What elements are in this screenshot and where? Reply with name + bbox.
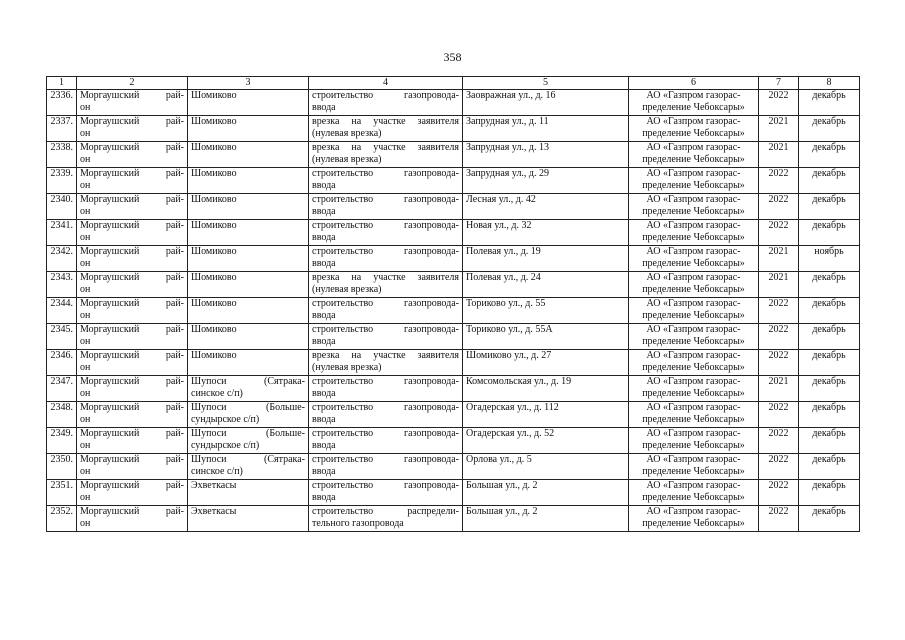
- work-line: ввода: [312, 206, 336, 217]
- locality-cell: [188, 402, 309, 428]
- district-cell: [77, 220, 188, 246]
- organization-line: АО «Газпром газорас-: [646, 272, 741, 283]
- locality-line: Шомиково: [191, 324, 237, 335]
- address-cell: Полевая ул., д. 19: [463, 246, 629, 272]
- organization-line: пределение Чебоксары»: [642, 518, 745, 529]
- table-row: [47, 402, 860, 428]
- district-line: он: [80, 154, 91, 165]
- locality-cell: [188, 194, 309, 220]
- work-line: ввода: [312, 310, 336, 321]
- table-row: [47, 350, 860, 376]
- row-number-cell: 2337.: [47, 116, 77, 142]
- organization-cell: [629, 480, 759, 506]
- month-cell: декабрь: [799, 324, 860, 350]
- address-cell: Большая ул., д. 2: [463, 506, 629, 532]
- year-cell: 2021: [759, 376, 799, 402]
- address-cell: Запрудная ул., д. 11: [463, 116, 629, 142]
- district-cell: [77, 506, 188, 532]
- district-cell: [77, 194, 188, 220]
- organization-line: АО «Газпром газорас-: [646, 220, 741, 231]
- row-number-cell: 2340.: [47, 194, 77, 220]
- month-cell: декабрь: [799, 376, 860, 402]
- locality-cell: [188, 90, 309, 116]
- locality-cell: [188, 168, 309, 194]
- organization-line: АО «Газпром газорас-: [646, 428, 741, 439]
- work-line: строительство газопровода-: [312, 220, 459, 231]
- row-number-cell: 2345.: [47, 324, 77, 350]
- district-line: он: [80, 102, 91, 113]
- district-line: он: [80, 414, 91, 425]
- table-row: [47, 272, 860, 298]
- work-line: ввода: [312, 232, 336, 243]
- table-row: [47, 376, 860, 402]
- organization-line: АО «Газпром газорас-: [646, 402, 741, 413]
- locality-cell: [188, 480, 309, 506]
- organization-cell: [629, 142, 759, 168]
- table-row: [47, 324, 860, 350]
- locality-line: Шомиково: [191, 194, 237, 205]
- work-type-cell: [309, 272, 463, 298]
- address-cell: Шомиково ул., д. 27: [463, 350, 629, 376]
- district-cell: [77, 246, 188, 272]
- organization-cell: [629, 376, 759, 402]
- table-row: [47, 194, 860, 220]
- row-number-cell: 2347.: [47, 376, 77, 402]
- organization-line: АО «Газпром газорас-: [646, 454, 741, 465]
- month-cell: декабрь: [799, 90, 860, 116]
- work-line: ввода: [312, 336, 336, 347]
- work-line: строительство газопровода-: [312, 454, 459, 465]
- organization-line: АО «Газпром газорас-: [646, 324, 741, 335]
- month-cell: декабрь: [799, 298, 860, 324]
- organization-line: АО «Газпром газорас-: [646, 506, 741, 517]
- district-line: он: [80, 180, 91, 191]
- address-cell: Ториково ул., д. 55: [463, 298, 629, 324]
- work-type-cell: [309, 324, 463, 350]
- district-cell: [77, 116, 188, 142]
- locality-line: Шомиково: [191, 272, 237, 283]
- address-cell: Комсомольская ул., д. 19: [463, 376, 629, 402]
- column-header: 7: [759, 77, 799, 90]
- organization-line: АО «Газпром газорас-: [646, 350, 741, 361]
- table-row: [47, 220, 860, 246]
- organization-line: пределение Чебоксары»: [642, 388, 745, 399]
- table-row: [47, 298, 860, 324]
- district-line: Моргаушский рай-: [80, 194, 184, 205]
- district-line: он: [80, 258, 91, 269]
- work-type-cell: [309, 376, 463, 402]
- locality-line: Шомиково: [191, 220, 237, 231]
- organization-line: пределение Чебоксары»: [642, 466, 745, 477]
- organization-line: пределение Чебоксары»: [642, 180, 745, 191]
- address-cell: Огадерская ул., д. 52: [463, 428, 629, 454]
- year-cell: 2022: [759, 402, 799, 428]
- work-line: (нулевая врезка): [312, 128, 382, 139]
- organization-line: пределение Чебоксары»: [642, 310, 745, 321]
- organization-cell: [629, 350, 759, 376]
- column-header: 3: [188, 77, 309, 90]
- year-cell: 2022: [759, 298, 799, 324]
- table-row: [47, 428, 860, 454]
- table-row: [47, 480, 860, 506]
- organization-cell: [629, 298, 759, 324]
- district-line: Моргаушский рай-: [80, 428, 184, 439]
- district-line: Моргаушский рай-: [80, 90, 184, 101]
- organization-line: пределение Чебоксары»: [642, 206, 745, 217]
- address-cell: Лесная ул., д. 42: [463, 194, 629, 220]
- organization-line: АО «Газпром газорас-: [646, 90, 741, 101]
- month-cell: декабрь: [799, 454, 860, 480]
- work-type-cell: [309, 194, 463, 220]
- work-line: врезка на участке заявителя: [312, 272, 459, 283]
- row-number-cell: 2341.: [47, 220, 77, 246]
- work-line: строительство распредели-: [312, 506, 459, 517]
- locality-line: Шупоси (Больше-: [191, 402, 305, 413]
- work-line: врезка на участке заявителя: [312, 350, 459, 361]
- year-cell: 2021: [759, 246, 799, 272]
- page-number: 358: [443, 50, 462, 64]
- year-cell: 2022: [759, 454, 799, 480]
- month-cell: декабрь: [799, 350, 860, 376]
- district-line: он: [80, 336, 91, 347]
- organization-cell: [629, 168, 759, 194]
- district-cell: [77, 272, 188, 298]
- organization-line: пределение Чебоксары»: [642, 440, 745, 451]
- district-line: он: [80, 492, 91, 503]
- district-line: Моргаушский рай-: [80, 480, 184, 491]
- work-line: врезка на участке заявителя: [312, 142, 459, 153]
- district-line: Моргаушский рай-: [80, 220, 184, 231]
- locality-cell: [188, 220, 309, 246]
- work-line: строительство газопровода-: [312, 402, 459, 413]
- work-line: строительство газопровода-: [312, 480, 459, 491]
- locality-line: Шомиково: [191, 298, 237, 309]
- month-cell: декабрь: [799, 480, 860, 506]
- work-line: ввода: [312, 466, 336, 477]
- district-line: он: [80, 388, 91, 399]
- locality-cell: [188, 324, 309, 350]
- table-row: [47, 506, 860, 532]
- district-line: Моргаушский рай-: [80, 116, 184, 127]
- work-type-cell: [309, 506, 463, 532]
- locality-cell: [188, 272, 309, 298]
- organization-cell: [629, 506, 759, 532]
- registry-rows: [47, 90, 860, 532]
- organization-line: АО «Газпром газорас-: [646, 194, 741, 205]
- year-cell: 2022: [759, 506, 799, 532]
- locality-line: Шомиково: [191, 168, 237, 179]
- organization-line: пределение Чебоксары»: [642, 154, 745, 165]
- organization-cell: [629, 246, 759, 272]
- month-cell: декабрь: [799, 428, 860, 454]
- year-cell: 2022: [759, 480, 799, 506]
- table-row: [47, 246, 860, 272]
- address-cell: Огадерская ул., д. 112: [463, 402, 629, 428]
- column-number-header-row: [47, 77, 860, 90]
- district-cell: [77, 480, 188, 506]
- organization-cell: [629, 272, 759, 298]
- work-line: ввода: [312, 440, 336, 451]
- locality-cell: [188, 454, 309, 480]
- district-line: Моргаушский рай-: [80, 142, 184, 153]
- year-cell: 2021: [759, 272, 799, 298]
- work-type-cell: [309, 90, 463, 116]
- row-number-cell: 2336.: [47, 90, 77, 116]
- column-header: 5: [463, 77, 629, 90]
- work-type-cell: [309, 142, 463, 168]
- district-line: Моргаушский рай-: [80, 402, 184, 413]
- organization-line: пределение Чебоксары»: [642, 284, 745, 295]
- district-cell: [77, 324, 188, 350]
- year-cell: 2022: [759, 428, 799, 454]
- month-cell: ноябрь: [799, 246, 860, 272]
- year-cell: 2022: [759, 350, 799, 376]
- district-line: Моргаушский рай-: [80, 272, 184, 283]
- year-cell: 2022: [759, 194, 799, 220]
- address-cell: Запрудная ул., д. 13: [463, 142, 629, 168]
- table-row: [47, 168, 860, 194]
- row-number-cell: 2343.: [47, 272, 77, 298]
- district-line: Моргаушский рай-: [80, 350, 184, 361]
- locality-line: Шупоси (Сятрака-: [191, 454, 305, 465]
- work-line: строительство газопровода-: [312, 324, 459, 335]
- work-line: тельного газопровода: [312, 518, 404, 529]
- row-number-cell: 2352.: [47, 506, 77, 532]
- address-cell: Большая ул., д. 2: [463, 480, 629, 506]
- address-cell: Орлова ул., д. 5: [463, 454, 629, 480]
- month-cell: декабрь: [799, 272, 860, 298]
- row-number-cell: 2346.: [47, 350, 77, 376]
- work-type-cell: [309, 168, 463, 194]
- row-number-cell: 2344.: [47, 298, 77, 324]
- row-number-cell: 2339.: [47, 168, 77, 194]
- organization-line: пределение Чебоксары»: [642, 336, 745, 347]
- work-line: ввода: [312, 414, 336, 425]
- month-cell: декабрь: [799, 506, 860, 532]
- organization-line: пределение Чебоксары»: [642, 128, 745, 139]
- district-line: он: [80, 284, 91, 295]
- locality-cell: [188, 428, 309, 454]
- month-cell: декабрь: [799, 116, 860, 142]
- district-cell: [77, 350, 188, 376]
- work-type-cell: [309, 428, 463, 454]
- district-line: он: [80, 518, 91, 529]
- work-line: строительство газопровода-: [312, 376, 459, 387]
- column-header: 2: [77, 77, 188, 90]
- address-cell: Ториково ул., д. 55А: [463, 324, 629, 350]
- organization-line: АО «Газпром газорас-: [646, 480, 741, 491]
- organization-cell: [629, 220, 759, 246]
- work-line: (нулевая врезка): [312, 362, 382, 373]
- district-line: Моргаушский рай-: [80, 506, 184, 517]
- work-line: ввода: [312, 180, 336, 191]
- district-line: он: [80, 232, 91, 243]
- organization-cell: [629, 194, 759, 220]
- column-header: 6: [629, 77, 759, 90]
- row-number-cell: 2351.: [47, 480, 77, 506]
- organization-cell: [629, 116, 759, 142]
- address-cell: Полевая ул., д. 24: [463, 272, 629, 298]
- district-line: Моргаушский рай-: [80, 454, 184, 465]
- work-line: строительство газопровода-: [312, 194, 459, 205]
- district-line: он: [80, 206, 91, 217]
- column-header: 8: [799, 77, 860, 90]
- organization-cell: [629, 454, 759, 480]
- column-header: 4: [309, 77, 463, 90]
- year-cell: 2022: [759, 168, 799, 194]
- row-number-cell: 2348.: [47, 402, 77, 428]
- district-cell: [77, 168, 188, 194]
- organization-line: АО «Газпром газорас-: [646, 116, 741, 127]
- district-cell: [77, 142, 188, 168]
- organization-line: пределение Чебоксары»: [642, 492, 745, 503]
- address-cell: Запрудная ул., д. 29: [463, 168, 629, 194]
- organization-line: пределение Чебоксары»: [642, 232, 745, 243]
- district-line: он: [80, 440, 91, 451]
- gas-connection-registry-table: [46, 76, 860, 532]
- work-type-cell: [309, 480, 463, 506]
- organization-cell: [629, 402, 759, 428]
- locality-line: синское с/п): [191, 466, 243, 477]
- organization-line: пределение Чебоксары»: [642, 414, 745, 425]
- district-cell: [77, 90, 188, 116]
- locality-cell: [188, 246, 309, 272]
- work-line: строительство газопровода-: [312, 168, 459, 179]
- address-cell: Новая ул., д. 32: [463, 220, 629, 246]
- year-cell: 2022: [759, 324, 799, 350]
- locality-cell: [188, 116, 309, 142]
- organization-line: АО «Газпром газорас-: [646, 376, 741, 387]
- district-line: он: [80, 310, 91, 321]
- work-line: врезка на участке заявителя: [312, 116, 459, 127]
- year-cell: 2022: [759, 220, 799, 246]
- work-line: строительство газопровода-: [312, 90, 459, 101]
- month-cell: декабрь: [799, 402, 860, 428]
- locality-line: Шупоси (Больше-: [191, 428, 305, 439]
- district-cell: [77, 454, 188, 480]
- locality-cell: [188, 376, 309, 402]
- table-row: [47, 142, 860, 168]
- district-cell: [77, 298, 188, 324]
- month-cell: декабрь: [799, 142, 860, 168]
- work-line: ввода: [312, 102, 336, 113]
- table-row: [47, 454, 860, 480]
- locality-line: Шомиково: [191, 246, 237, 257]
- locality-line: Шомиково: [191, 90, 237, 101]
- organization-line: АО «Газпром газорас-: [646, 246, 741, 257]
- organization-line: АО «Газпром газорас-: [646, 142, 741, 153]
- district-cell: [77, 402, 188, 428]
- locality-line: Эхветкасы: [191, 480, 237, 491]
- locality-line: синское с/п): [191, 388, 243, 399]
- work-type-cell: [309, 116, 463, 142]
- work-line: ввода: [312, 388, 336, 399]
- locality-line: Шомиково: [191, 142, 237, 153]
- organization-cell: [629, 428, 759, 454]
- row-number-cell: 2350.: [47, 454, 77, 480]
- locality-cell: [188, 142, 309, 168]
- organization-line: пределение Чебоксары»: [642, 258, 745, 269]
- work-type-cell: [309, 454, 463, 480]
- organization-line: пределение Чебоксары»: [642, 362, 745, 373]
- locality-cell: [188, 298, 309, 324]
- district-line: он: [80, 362, 91, 373]
- district-line: он: [80, 128, 91, 139]
- district-cell: [77, 376, 188, 402]
- column-header: 1: [47, 77, 77, 90]
- month-cell: декабрь: [799, 168, 860, 194]
- district-line: Моргаушский рай-: [80, 298, 184, 309]
- organization-line: АО «Газпром газорас-: [646, 168, 741, 179]
- district-line: Моргаушский рай-: [80, 324, 184, 335]
- table-row: [47, 90, 860, 116]
- year-cell: 2021: [759, 116, 799, 142]
- locality-line: сундырское с/п): [191, 414, 260, 425]
- work-type-cell: [309, 246, 463, 272]
- locality-line: Шомиково: [191, 116, 237, 127]
- work-line: (нулевая врезка): [312, 284, 382, 295]
- row-number-cell: 2338.: [47, 142, 77, 168]
- district-line: он: [80, 466, 91, 477]
- work-type-cell: [309, 298, 463, 324]
- locality-line: Шупоси (Сятрака-: [191, 376, 305, 387]
- locality-cell: [188, 350, 309, 376]
- address-cell: Заовражная ул., д. 16: [463, 90, 629, 116]
- work-line: ввода: [312, 258, 336, 269]
- organization-line: АО «Газпром газорас-: [646, 298, 741, 309]
- organization-cell: [629, 324, 759, 350]
- row-number-cell: 2342.: [47, 246, 77, 272]
- work-type-cell: [309, 350, 463, 376]
- work-line: строительство газопровода-: [312, 298, 459, 309]
- organization-line: пределение Чебоксары»: [642, 102, 745, 113]
- table-row: [47, 116, 860, 142]
- work-line: строительство газопровода-: [312, 428, 459, 439]
- district-line: Моргаушский рай-: [80, 376, 184, 387]
- month-cell: декабрь: [799, 194, 860, 220]
- locality-line: сундырское с/п): [191, 440, 260, 451]
- locality-cell: [188, 506, 309, 532]
- district-line: Моргаушский рай-: [80, 168, 184, 179]
- work-type-cell: [309, 402, 463, 428]
- locality-line: Шомиково: [191, 350, 237, 361]
- row-number-cell: 2349.: [47, 428, 77, 454]
- district-line: Моргаушский рай-: [80, 246, 184, 257]
- month-cell: декабрь: [799, 220, 860, 246]
- organization-cell: [629, 90, 759, 116]
- year-cell: 2022: [759, 90, 799, 116]
- work-line: строительство газопровода-: [312, 246, 459, 257]
- district-cell: [77, 428, 188, 454]
- locality-line: Эхветкасы: [191, 506, 237, 517]
- year-cell: 2021: [759, 142, 799, 168]
- work-type-cell: [309, 220, 463, 246]
- work-line: ввода: [312, 492, 336, 503]
- work-line: (нулевая врезка): [312, 154, 382, 165]
